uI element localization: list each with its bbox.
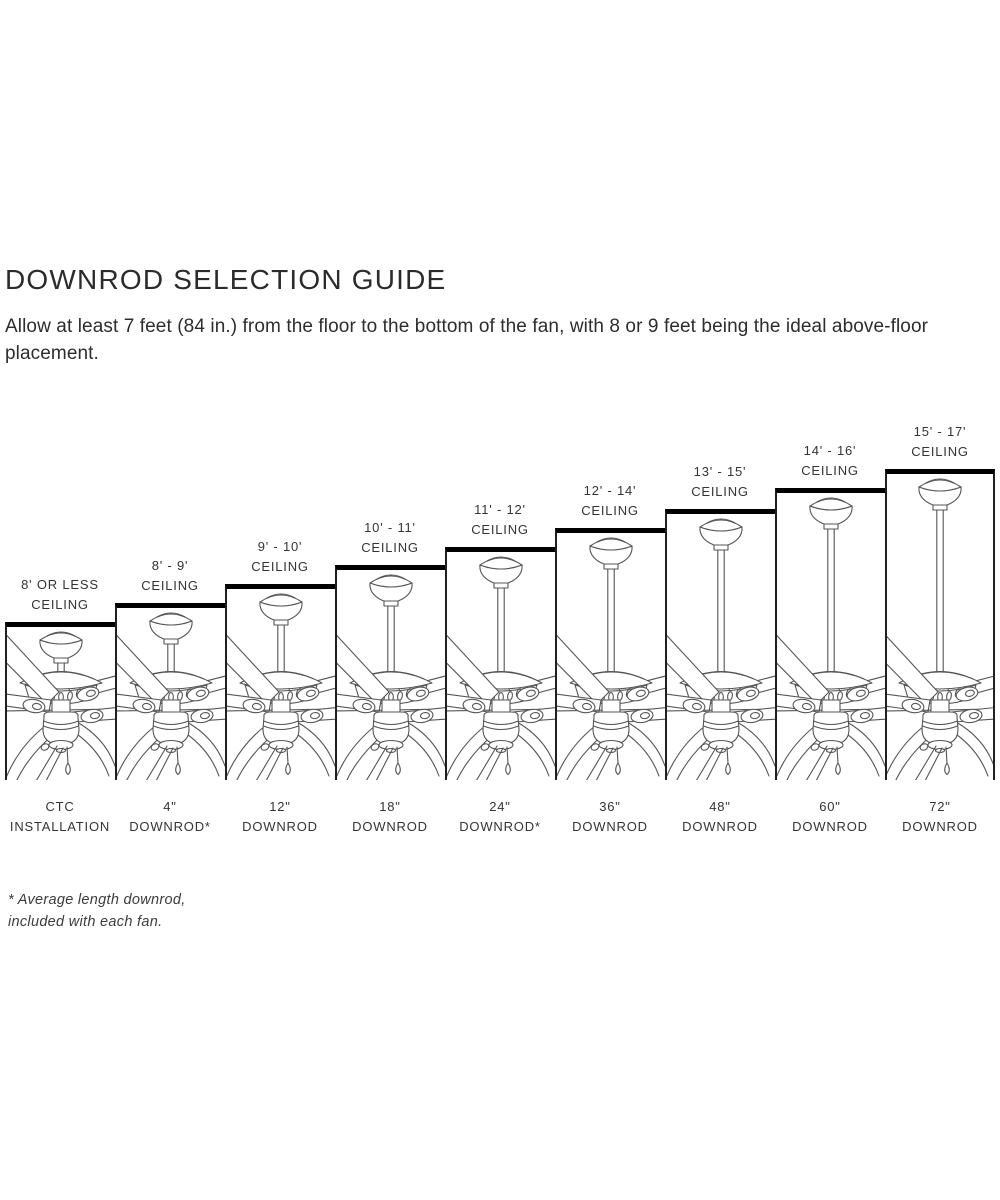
housing-tab [40, 743, 50, 752]
ceiling-height-label: 14' - 16' CEILING [801, 443, 859, 478]
fan-blade-front-left [557, 726, 595, 780]
hub [162, 700, 180, 713]
fan-blade-front-right [407, 722, 445, 766]
downrod [828, 527, 834, 676]
downrod [278, 623, 284, 676]
fan-blade-front-left [7, 726, 45, 780]
fan-blade-left-steep [337, 613, 389, 704]
canopy [480, 557, 522, 588]
ceiling-fan-illustration [557, 533, 665, 780]
fan-column [885, 0, 995, 860]
hub [712, 700, 730, 713]
ceiling-fan-box [115, 603, 225, 780]
canopy [700, 519, 742, 550]
fan-blade-left-steep [557, 613, 609, 704]
fan-blade-front-right [737, 722, 775, 766]
housing-tab [480, 743, 490, 752]
fan-blade-front-left [117, 726, 155, 780]
downrod [937, 508, 943, 676]
footnote-line-2: included with each fan. [8, 913, 163, 930]
fan-blade-front-right [517, 722, 555, 766]
ceiling-height-label: 9' - 10' CEILING [251, 539, 309, 574]
fan-blade-front-right [956, 722, 993, 766]
fan-blade-front-right [187, 722, 225, 766]
hub [931, 700, 949, 713]
page-title: DOWNROD SELECTION GUIDE [5, 264, 447, 295]
downrod-size-label: 48" DOWNROD [682, 799, 758, 834]
pull-chain-fob [66, 763, 71, 775]
fan-blade-left-steep [887, 613, 938, 704]
pull-chain-fob [726, 763, 731, 775]
canopy [810, 498, 852, 529]
downrod-size-label: 4" DOWNROD* [129, 799, 211, 834]
fan-blade-front-left [667, 726, 705, 780]
fan-column [115, 0, 225, 860]
downrod [718, 548, 724, 676]
downrod [498, 586, 504, 676]
downrod [608, 567, 614, 676]
fan-blade-front-left [887, 726, 924, 780]
hub [382, 700, 400, 713]
ceiling-height-label: 11' - 12' CEILING [471, 502, 529, 537]
housing-tab [370, 743, 380, 752]
ceiling-fan-box [665, 509, 775, 780]
ceiling-height-label: 15' - 17' CEILING [911, 424, 969, 459]
downrod-size-label: 12" DOWNROD [242, 799, 318, 834]
fan-blade-front-right [297, 722, 335, 766]
canopy [150, 613, 192, 644]
hub [822, 700, 840, 713]
fan-blade-left-steep [227, 613, 279, 704]
canopy [590, 538, 632, 569]
fan-column [665, 0, 775, 860]
ceiling-fan-illustration [447, 552, 555, 780]
fan-blade-front-left [227, 726, 265, 780]
ceiling-height-label: 8' - 9' CEILING [141, 558, 199, 593]
fan-blade-left-steep [447, 613, 499, 704]
ceiling-fan-box [775, 488, 885, 780]
ceiling-height-label: 8' OR LESS CEILING [21, 577, 99, 612]
footnote-line-1: * Average length downrod, [8, 892, 186, 908]
fan-blade-front-left [447, 726, 485, 780]
downrod-size-label: 60" DOWNROD [792, 799, 868, 834]
downrod-step-diagram [5, 0, 996, 860]
canopy [919, 479, 961, 510]
fan-column [555, 0, 665, 860]
ceiling-fan-illustration [7, 627, 115, 780]
fan-blade-front-right [77, 722, 115, 766]
downrod-size-label: 24" DOWNROD* [459, 799, 541, 834]
ceiling-fan-box [555, 528, 665, 780]
ceiling-fan-box [335, 565, 445, 780]
ceiling-fan-box [885, 469, 995, 780]
downrod-size-label: 72" DOWNROD [902, 799, 978, 834]
housing-tab [590, 743, 600, 752]
housing-tab [150, 743, 160, 752]
fan-column [775, 0, 885, 860]
downrod-size-label: 18" DOWNROD [352, 799, 428, 834]
pull-chain-fob [616, 763, 621, 775]
ceiling-fan-illustration [777, 493, 885, 780]
housing-tab [260, 743, 270, 752]
hub [272, 700, 290, 713]
page-description: Allow at least 7 feet (84 in.) from the floor to the bottom of the fan, with 8 or 9 feet being the ideal above-floor placement. [5, 316, 929, 364]
fan-column [335, 0, 445, 860]
pull-chain-fob [286, 763, 291, 775]
hub [602, 700, 620, 713]
ceiling-fan-illustration [117, 608, 225, 780]
fan-column [225, 0, 335, 860]
ceiling-fan-box [5, 622, 115, 780]
housing-tab [919, 743, 929, 752]
downrod-size-label: CTC INSTALLATION [9, 799, 111, 834]
ceiling-fan-illustration [227, 589, 335, 780]
downrod-size-label: 36" DOWNROD [572, 799, 648, 834]
canopy [370, 575, 412, 606]
pull-chain-fob [506, 763, 511, 775]
ceiling-fan-illustration [337, 570, 445, 780]
hub [492, 700, 510, 713]
canopy [260, 594, 302, 625]
ceiling-height-label: 10' - 11' CEILING [361, 520, 419, 555]
pull-chain-fob [396, 763, 401, 775]
ceiling-fan-box [445, 547, 555, 780]
ceiling-height-label: 12' - 14' CEILING [581, 483, 639, 518]
ceiling-fan-illustration [887, 474, 993, 780]
fan-blade-front-right [847, 722, 885, 766]
ceiling-height-label: 13' - 15' CEILING [691, 464, 749, 499]
housing-tab [810, 743, 820, 752]
ceiling-fan-illustration [667, 514, 775, 780]
fan-blade-left-steep [667, 613, 719, 704]
fan-blade-front-left [337, 726, 375, 780]
pull-chain-fob [945, 763, 950, 775]
housing-tab [700, 743, 710, 752]
fan-column [445, 0, 555, 860]
downrod [168, 642, 174, 676]
canopy [40, 632, 82, 663]
footnote [8, 890, 186, 934]
hub [52, 700, 70, 713]
fan-blade-front-right [627, 722, 665, 766]
fan-column [5, 0, 115, 860]
ceiling-fan-box [225, 584, 335, 780]
pull-chain-fob [176, 763, 181, 775]
fan-blade-left-steep [777, 613, 829, 704]
fan-blade-front-left [777, 726, 815, 780]
downrod [388, 604, 394, 676]
pull-chain-fob [836, 763, 841, 775]
